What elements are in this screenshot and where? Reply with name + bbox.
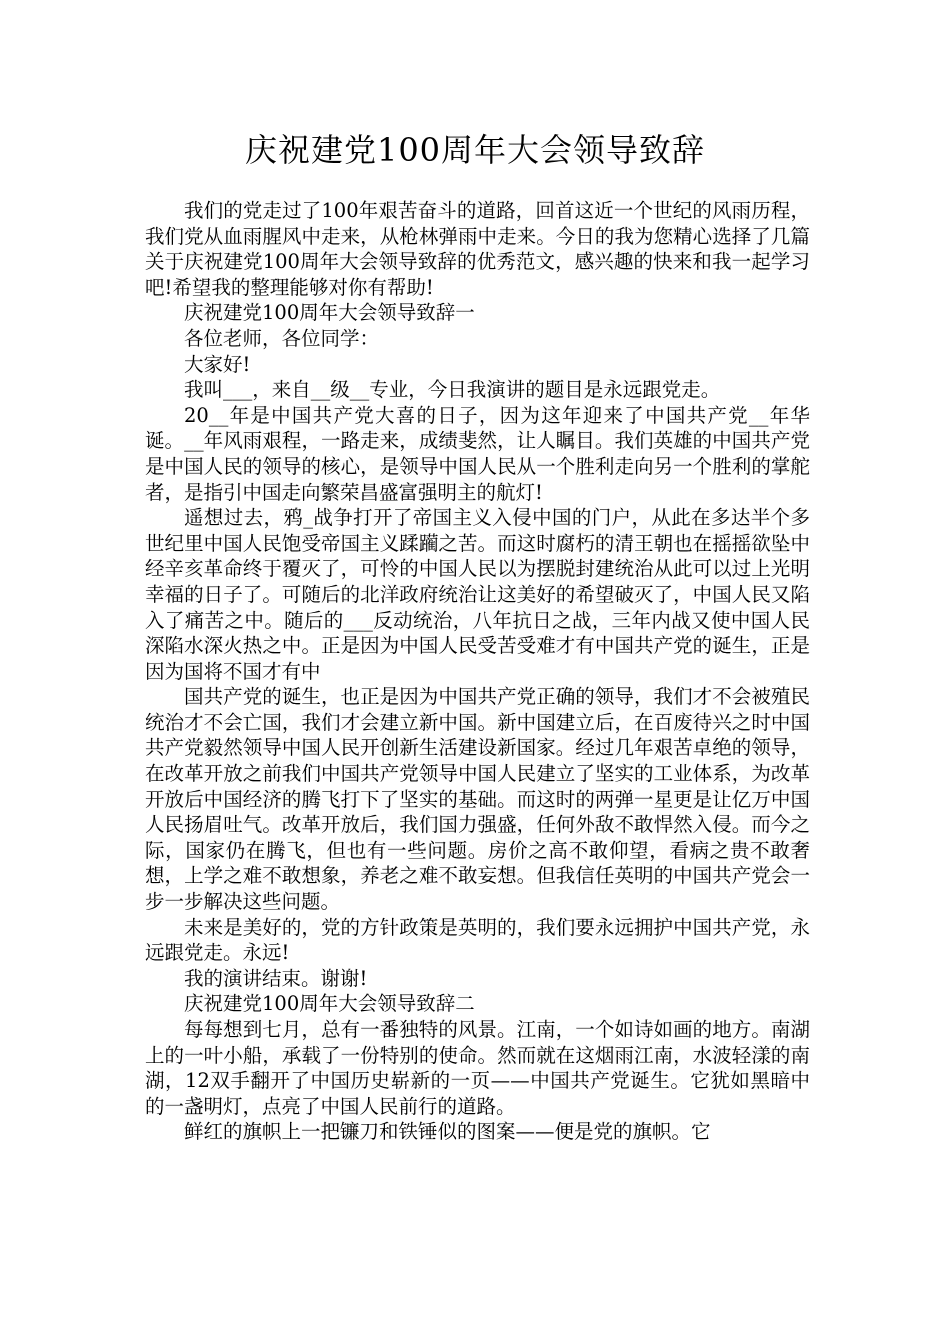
paragraph-july: 每每想到七月，总有一番独特的风景。江南，一个如诗如画的地方。南湖上的一叶小船，承载了一份特别的使命。然而就在这烟雨江南，水波轻漾的南湖，12双手翻开了中国历史崭新的一页——中国共产党诞生。它犹如黑暗中的一盏明灯，点亮了中国人民前行的道路。 [145,1018,810,1118]
section-heading-speech-1: 庆祝建党100周年大会领导致辞一 [184,301,475,325]
paragraph-closing: 我的演讲结束。谢谢! [184,966,368,990]
paragraph-history: 遥想过去，鸦_战争打开了帝国主义入侵中国的门户，从此在多达半个多世纪里中国人民饱受帝国主义蹂躏之苦。而这时腐朽的清王朝也在摇摇欲坠中经辛亥革命终于覆灭了，可怜的中国人民以为摆脱封建统治从此可以过上光明幸福的日子了。可随后的北洋政府统治让这美好的希望破灭了，中国人民又陷入了痛苦之中。随后的___反动统治，八年抗日之战，三年内战又使中国人民深陷水深火热之中。正是因为中国人民受苦受难才有中国共产党的诞生，正是因为国将不国才有中 [145,506,810,683]
paragraph-intro: 我们的党走过了100年艰苦奋斗的道路，回首这近一个世纪的风雨历程，我们党从血雨腥风中走来，从枪林弹雨中走来。今日的我为您精心选择了几篇关于庆祝建党100周年大会领导致辞的优秀范文，感兴趣的快来和我一起学习吧!希望我的整理能够对你有帮助! [145,199,810,299]
paragraph-greeting: 大家好! [184,352,251,376]
paragraph-flag: 鲜红的旗帜上一把镰刀和铁锤似的图案——便是党的旗帜。它 [184,1120,711,1144]
paragraph-anniversary: 20__年是中国共产党大喜的日子，因为这年迎来了中国共产党__年华诞。__年风雨艰程，一路走来，成绩斐然，让人瞩目。我们英雄的中国共产党是中国人民的领导的核心，是领导中国人民从一个胜利走向另一个胜利的掌舵者，是指引中国走向繁荣昌盛富强明主的航灯! [145,403,810,504]
document-title: 庆祝建党100周年大会领导致辞 [244,131,706,169]
section-heading-speech-2: 庆祝建党100周年大会领导致辞二 [184,992,475,1016]
document-body [145,198,810,1145]
paragraph-salutation: 各位老师，各位同学： [184,326,380,350]
paragraph-future: 未来是美好的，党的方针政策是英明的，我们要永远拥护中国共产党，永远跟党走。永远! [145,915,810,965]
paragraph-self-introduction: 我叫___，来自__级__专业，今日我演讲的题目是永远跟党走。 [184,378,721,402]
paragraph-new-china: 国共产党的诞生，也正是因为中国共产党正确的领导，我们才不会被殖民统治才不会亡国，我们才会建立新中国。新中国建立后，在百废待兴之时中国共产党毅然领导中国人民开创新生活建设新国家。经过几年艰苦卓绝的领导，在改革开放之前我们中国共产党领导中国人民建立了坚实的工业体系，为改革开放后中国经济的腾飞打下了坚实的基础。而这时的两弹一星更是让亿万中国人民扬眉吐气。改革开放后，我们国力强盛，任何外敌不敢悍然入侵。而今之际，国家仍在腾飞，但也有一些问题。房价之高不敢仰望，看病之贵不敢奢想，上学之难不敢想象，养老之难不敢妄想。但我信任英明的中国共产党会一步一步解决这些问题。 [145,685,810,914]
